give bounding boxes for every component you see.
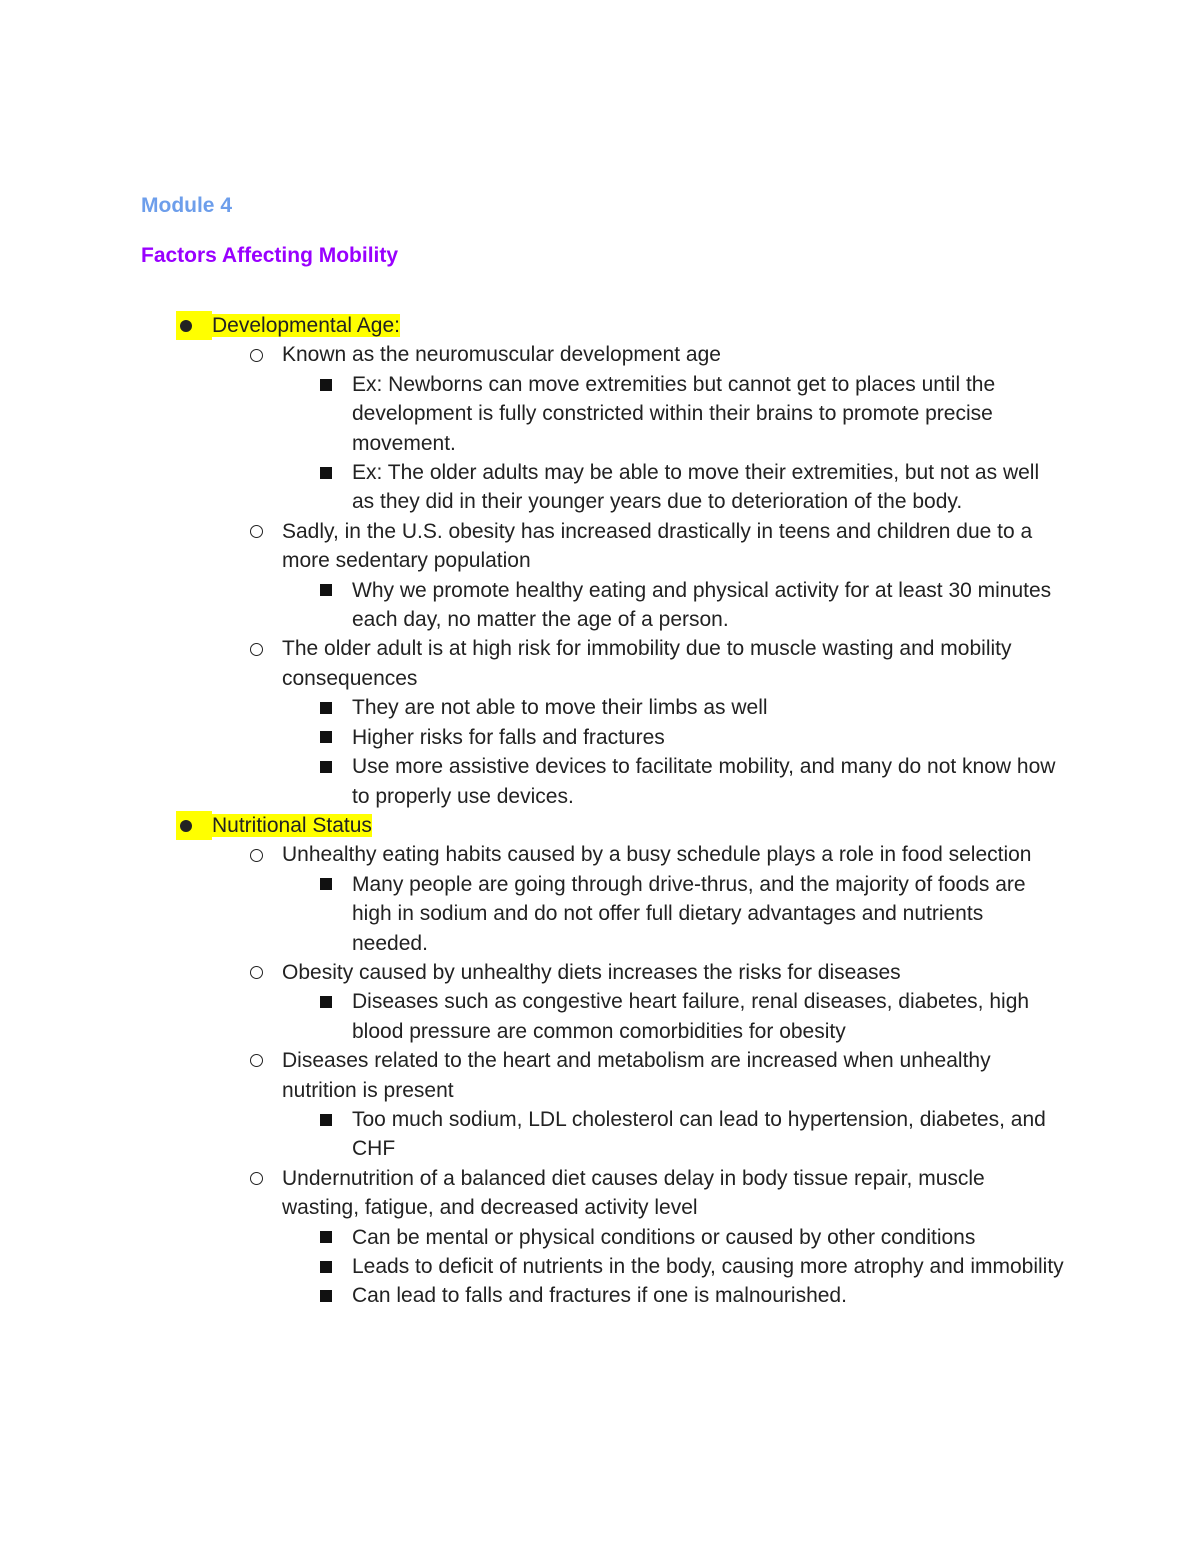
detail-text: They are not able to move their limbs as well	[352, 696, 768, 720]
outline-point	[0, 958, 1060, 987]
section-heading: Nutritional Status	[212, 813, 372, 837]
detail-text: Too much sodium, LDL cholesterol can lead to hypertension, diabetes, and CHF	[352, 1107, 1046, 1161]
hollow-circle-bullet-icon	[246, 517, 266, 546]
point-text: Obesity caused by unhealthy diets increases the risks for diseases	[282, 960, 901, 984]
hollow-circle-bullet-icon	[246, 1046, 266, 1075]
outline-detail	[0, 1252, 1064, 1281]
detail-text: Use more assistive devices to facilitate mobility, and many do not know how to properly use devices.	[352, 755, 1056, 808]
hollow-circle-bullet-icon	[246, 634, 266, 663]
outline-detail	[0, 723, 1064, 752]
outline-point	[0, 840, 1060, 869]
point-text: The older adult is at high risk for immobility due to muscle wasting and mobility consequences	[282, 637, 1012, 690]
hollow-circle-bullet-icon	[246, 1164, 266, 1193]
outline-point	[0, 1164, 1060, 1223]
outline-section	[0, 811, 1100, 840]
outline-section	[0, 311, 1100, 340]
outline-detail	[0, 1223, 1064, 1252]
square-bullet-icon	[316, 752, 336, 781]
outline-detail	[0, 987, 1064, 1046]
detail-text: Ex: The older adults may be able to move their extremities, but not as well as they did in their younger years due to deterioration of the body.	[352, 461, 1040, 514]
outline-point	[0, 340, 1060, 369]
square-bullet-icon	[316, 987, 336, 1016]
outline-detail	[0, 870, 1064, 958]
section-title: Factors Affecting Mobility	[141, 244, 399, 267]
square-bullet-icon	[316, 458, 336, 487]
detail-text: Leads to deficit of nutrients in the body, causing more atrophy and immobility	[352, 1255, 1064, 1278]
square-bullet-icon	[316, 693, 336, 722]
detail-text: Many people are going through drive-thrus, and the majority of foods are high in sodium and do not offer full dietary advantages and nutrients needed.	[352, 872, 1026, 955]
outline-detail	[0, 1105, 1064, 1164]
detail-text: Can be mental or physical conditions or caused by other conditions	[352, 1225, 976, 1249]
point-text: Undernutrition of a balanced diet causes delay in body tissue repair, muscle wasting, fatigue, and decreased activity level	[282, 1166, 985, 1220]
square-bullet-icon	[316, 1252, 336, 1281]
square-bullet-icon	[316, 370, 336, 399]
hollow-circle-bullet-icon	[246, 840, 266, 869]
module-title: Module 4	[141, 194, 233, 217]
outline-detail	[0, 458, 1064, 517]
outline-detail	[0, 1281, 1064, 1310]
outline-point	[0, 517, 1060, 576]
hollow-circle-bullet-icon	[246, 340, 266, 369]
square-bullet-icon	[316, 870, 336, 899]
square-bullet-icon	[316, 1105, 336, 1134]
point-text: Diseases related to the heart and metabolism are increased when unhealthy nutrition is present	[282, 1049, 991, 1102]
outline-detail	[0, 693, 1064, 722]
hollow-circle-bullet-icon	[246, 958, 266, 987]
detail-text: Ex: Newborns can move extremities but cannot get to places until the development is fully constricted within their brains to promote precise movement.	[352, 372, 996, 455]
detail-text: Can lead to falls and fractures if one is malnourished.	[352, 1284, 847, 1308]
detail-text: Why we promote healthy eating and physical activity for at least 30 minutes each day, no matter the age of a person.	[352, 578, 1052, 632]
outline-detail	[0, 576, 1064, 635]
square-bullet-icon	[316, 723, 336, 752]
point-text: Known as the neuromuscular development age	[282, 343, 721, 367]
outline-point	[0, 634, 1060, 693]
factors-outline	[0, 311, 1200, 1311]
detail-text: Higher risks for falls and fractures	[352, 725, 665, 749]
filled-circle-bullet-icon	[176, 811, 212, 840]
filled-circle-bullet-icon	[176, 311, 212, 340]
square-bullet-icon	[316, 1223, 336, 1252]
square-bullet-icon	[316, 576, 336, 605]
detail-text: Diseases such as congestive heart failure, renal diseases, diabetes, high blood pressure are common comorbidities for obesity	[352, 990, 1030, 1043]
outline-detail	[0, 752, 1064, 811]
point-text: Unhealthy eating habits caused by a busy schedule plays a role in food selection	[282, 843, 1032, 867]
section-heading: Developmental Age:	[212, 314, 400, 337]
outline-detail	[0, 370, 1064, 458]
square-bullet-icon	[316, 1281, 336, 1310]
point-text: Sadly, in the U.S. obesity has increased drastically in teens and children due to a more sedentary population	[282, 519, 1033, 573]
outline-point	[0, 1046, 1060, 1105]
